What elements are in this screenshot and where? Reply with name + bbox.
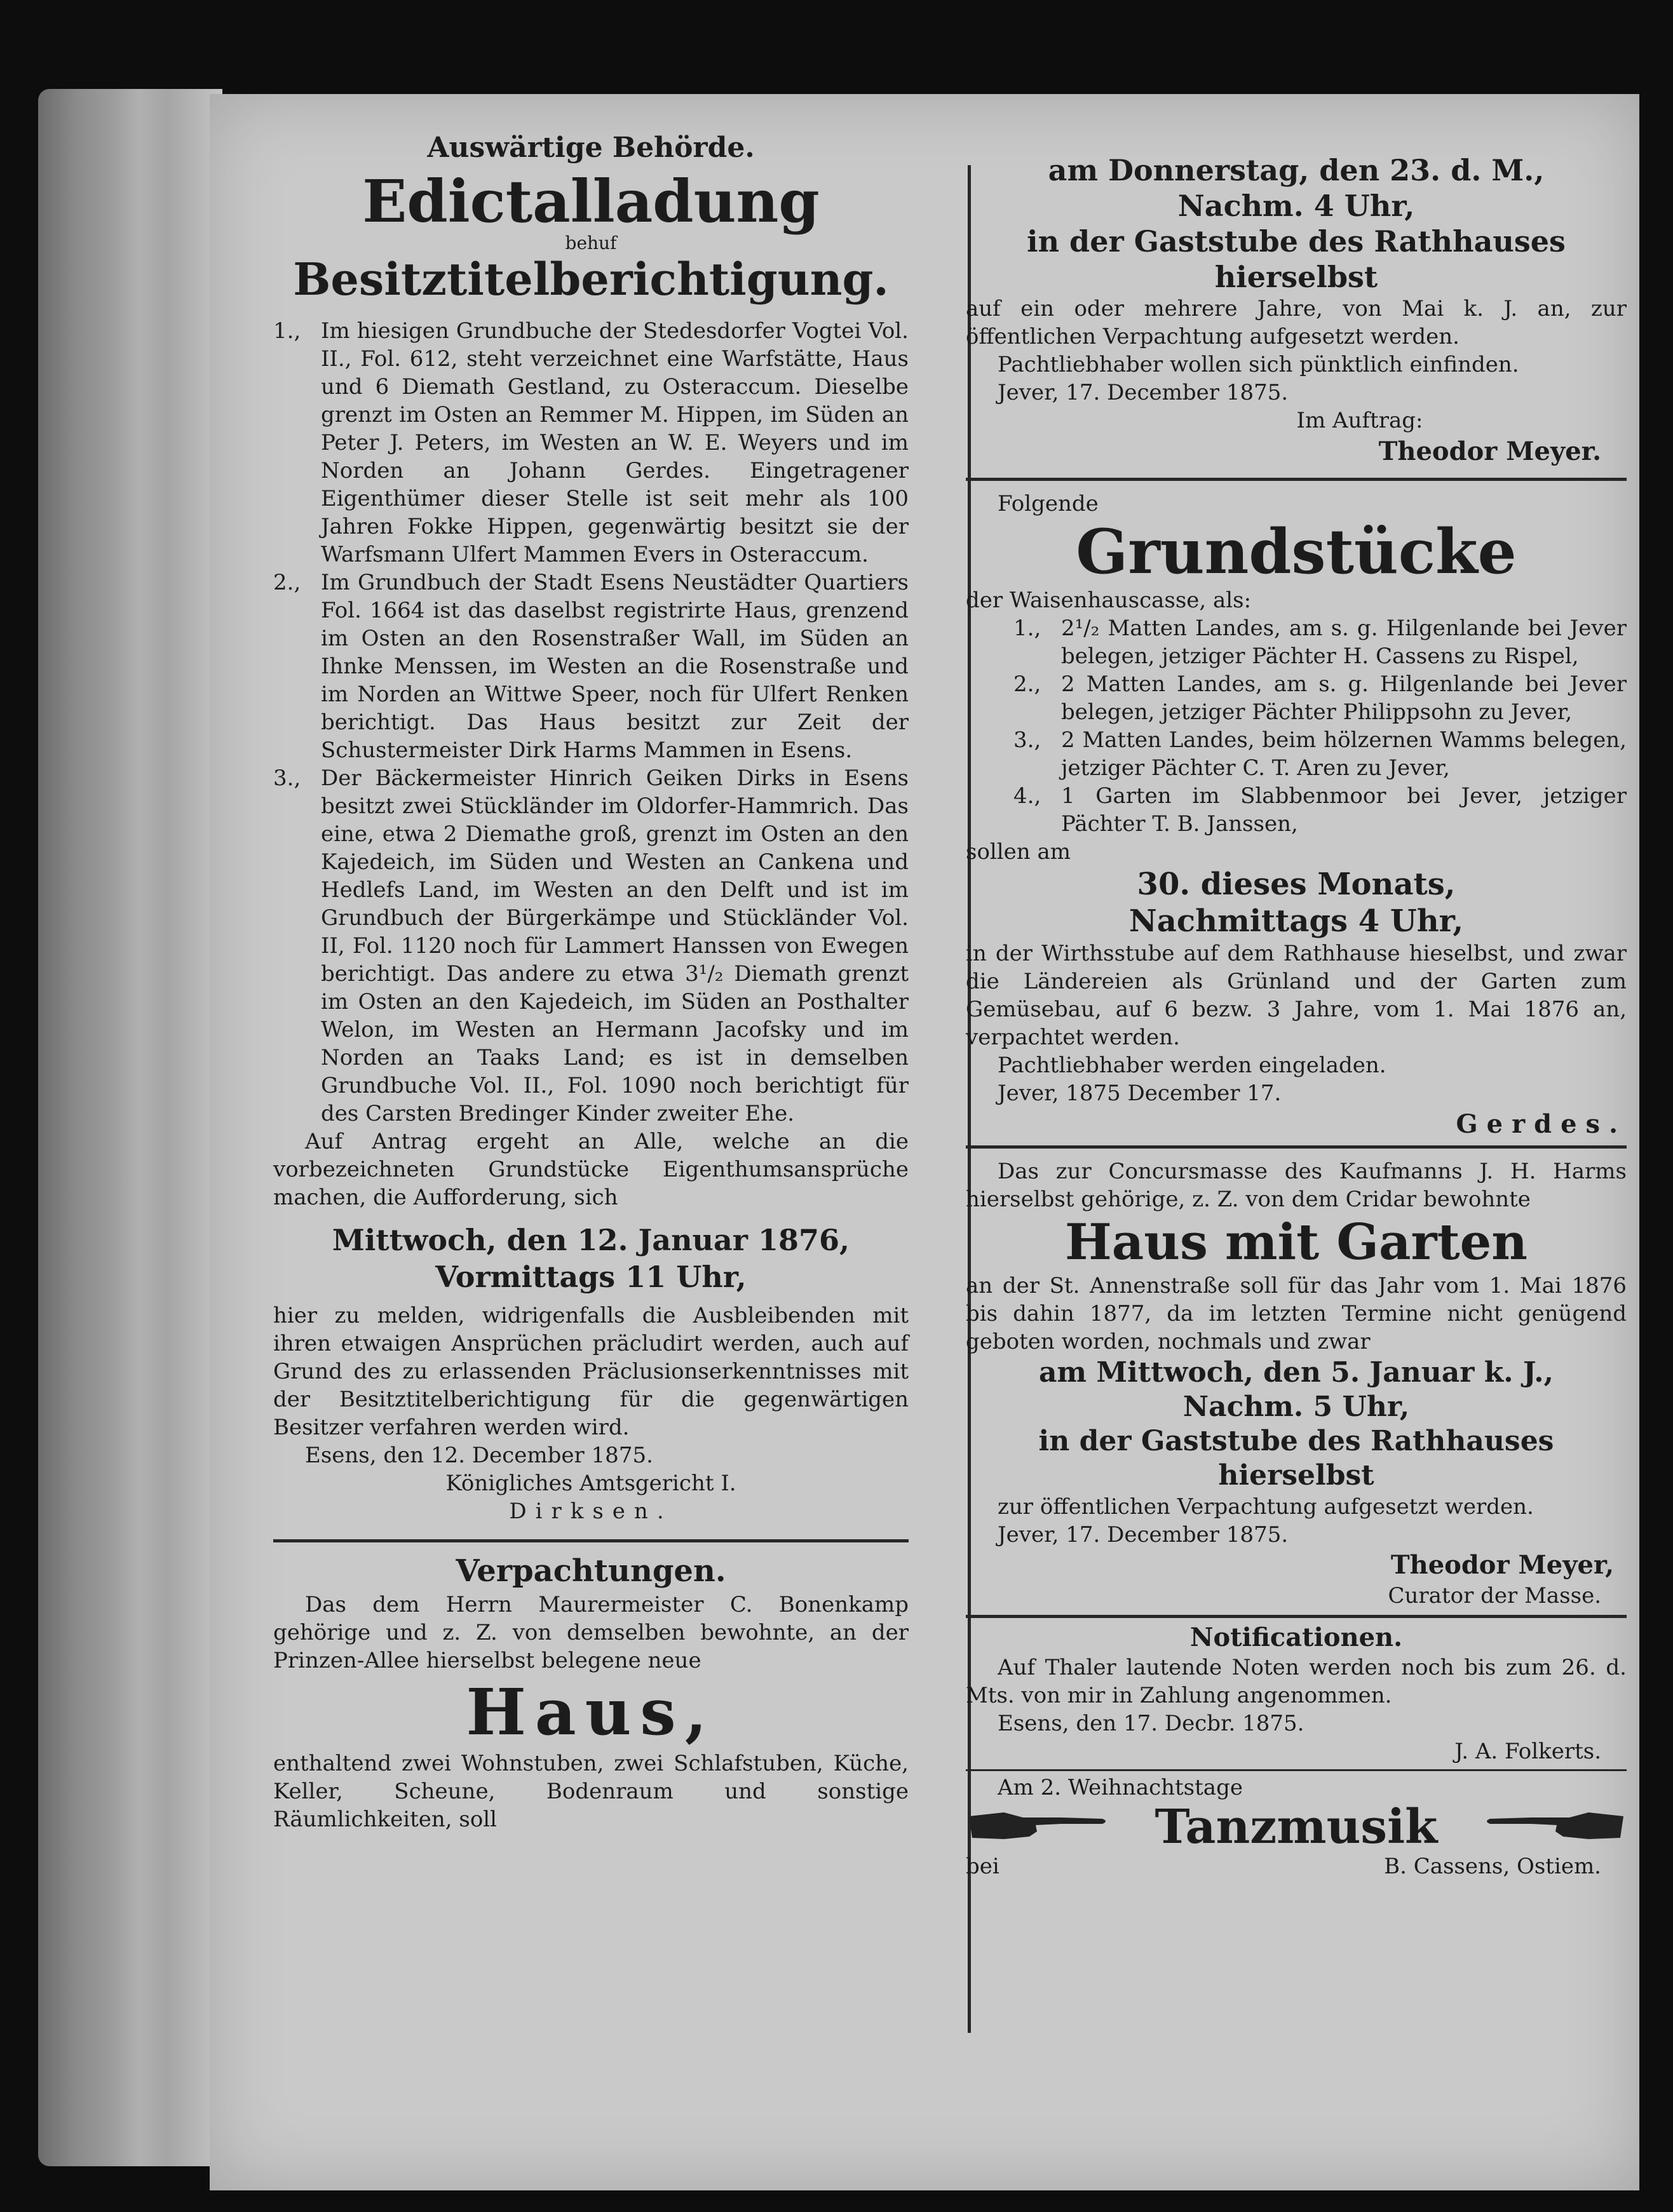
- item-number: 2.,: [273, 570, 301, 595]
- pointing-hand-left-icon: [1480, 1804, 1627, 1851]
- edict-court: Königliches Amtsgericht I.: [445, 1471, 736, 1496]
- item-number: 2.,: [1013, 671, 1041, 697]
- edict-item: [273, 569, 909, 764]
- house-role: Curator der Masse.: [1388, 1583, 1601, 1608]
- plot-item: [1013, 670, 1627, 726]
- item-text: 2¹/₂ Matten Landes, am s. g. Hilgenlande bei Jever belegen, jetziger Pächter H. Cassens zu Rispel,: [1061, 616, 1627, 669]
- plot-item: [1013, 614, 1627, 670]
- plots-time: Nachmittags 4 Uhr,: [1128, 903, 1464, 939]
- edict-behuf: behuf: [565, 233, 617, 253]
- dance-host: B. Cassens, Ostiem.: [1384, 1854, 1601, 1879]
- plots-owner: der Waisenhauscasse, als:: [966, 588, 1252, 613]
- auction-by-order: Im Auftrag:: [1296, 408, 1423, 433]
- auction-place-2: hierselbst: [1214, 260, 1378, 294]
- dance-host-row: [966, 1852, 1627, 1880]
- house-text-3: zur öffentlichen Verpachtung aufgesetzt werden.: [998, 1494, 1534, 1520]
- plots-title: Grundstücke: [1076, 516, 1517, 588]
- book-page-edges: [38, 89, 222, 2166]
- edict-signer: Dirksen.: [509, 1499, 673, 1524]
- item-text: 2 Matten Landes, beim hölzernen Wamms belegen, jetziger Pächter C. T. Aren zu Jever,: [1061, 727, 1627, 781]
- plots-place-date: Jever, 1875 December 17.: [998, 1081, 1282, 1106]
- notices-heading: Notificationen.: [1189, 1622, 1403, 1652]
- edict-place-date: Esens, den 12. December 1875.: [305, 1443, 653, 1468]
- edict-date: Mittwoch, den 12. Januar 1876,: [332, 1223, 850, 1257]
- item-text: Der Bäckermeister Hinrich Geiken Dirks in Esens besitzt zwei Stückländer im Oldorfer-Hammrich. Das eine, etwa 2 Diemathe groß, grenzt im Osten an den Kajedeich, im Süden und Westen an Cankena und Hedlefs Land, im Westen an den Delft und ist im Grundbuch der Bürgerkämpe und Stückländer Vol. II, Fol. 1120 noch für Lammert Hanssen von Ewegen berichtigt. Das andere zu etwa 3¹/₂ Diemath grenzt im Osten an den Kajedeich, im Süden an Posthalter Welon, im Westen an Hermann Jacofsky und im Norden an Taaks Land; es ist in demselben Grundbuche Vol. II., Fol. 1090 noch berichtigt für des Carsten Bredinger Kinder zweiter Ehe.: [321, 765, 909, 1126]
- item-text: 2 Matten Landes, am s. g. Hilgenlande bei Jever belegen, jetziger Pächter Philippsohn zu Jever,: [1061, 671, 1627, 725]
- item-text: Im Grundbuch der Stadt Esens Neustädter Quartiers Fol. 1664 ist das daselbst registrirte Haus, grenzend im Osten an den Rosenstraßer Wall, im Süden an Ihnke Menssen, im Westen an die Rosenstraße und im Norden an Wittwe Speer, noch für Ulfert Renken berichtigt. Das Haus besitzt zur Zeit der Schustermeister Dirk Harms Mammen in Esens.: [321, 570, 909, 763]
- house-text: Das zur Concursmasse des Kaufmanns J. H. Harms hierselbst gehörige, z. Z. von dem Cridar bewohnte: [966, 1159, 1627, 1212]
- plot-item: [1013, 726, 1627, 782]
- lease-details: enthaltend zwei Wohnstuben, zwei Schlafstuben, Küche, Keller, Scheune, Bodenraum und sonstige Räumlichkeiten, soll: [273, 1751, 909, 1832]
- item-text: Im hiesigen Grundbuche der Stedesdorfer Vogtei Vol. II., Fol. 612, steht verzeichnet eine Warfstätte, Haus und 6 Diemath Gestland, zu Osteraccum. Dieselbe grenzt im Osten an Remmer M. Hippen, im Süden an Peter J. Peters, im Westen an W. E. Weyers und im Norden an Johann Gerdes. Eingetragener Eigenthümer dieser Stelle ist seit mehr als 100 Jahren Fokke Hippen, gegenwärtig besitzt sie der Warfsmann Ulfert Mammen Evers in Osteraccum.: [321, 318, 909, 567]
- item-text: 1 Garten im Slabbenmoor bei Jever, jetziger Pächter T. B. Janssen,: [1061, 783, 1627, 837]
- item-number: 1.,: [1013, 616, 1041, 641]
- house-signer: Theodor Meyer,: [1390, 1550, 1614, 1580]
- dance-day: Am 2. Weihnachtstage: [998, 1775, 1243, 1800]
- auction-text: auf ein oder mehrere Jahre, von Mai k. J. an, zur öffentlichen Verpachtung aufgesetzt werden.: [966, 296, 1627, 349]
- section-divider: [966, 1769, 1627, 1771]
- dance-title-row: [966, 1802, 1627, 1852]
- edict-item: [273, 764, 909, 1128]
- left-column: [273, 130, 909, 1833]
- edict-item: [273, 317, 909, 569]
- plots-list: [966, 614, 1627, 838]
- dance-title: Tanzmusik: [1155, 1800, 1438, 1854]
- section-heading: Auswärtige Behörde.: [427, 132, 755, 164]
- house-time: Nachm. 5 Uhr,: [1182, 1391, 1410, 1423]
- edict-closing: hier zu melden, widrigenfalls die Ausbleibenden mit ihren etwaigen Ansprüchen präcludirt werden, auch auf Grund des zu erlassenden Präclusionserkenntnisses mit der Besitztitelberichtigung für die gegenwärtigen Besitzer verfahren werden wird.: [273, 1303, 909, 1440]
- house-place-2: hierselbst: [1218, 1459, 1374, 1492]
- house-text-2: an der St. Annenstraße soll für das Jahr vom 1. Mai 1876 bis dahin 1877, da im letzten Termine nicht genügend geboten worden, nochmals und zwar: [966, 1273, 1627, 1354]
- house-place: in der Gaststube des Rathhauses: [1038, 1425, 1554, 1457]
- auction-signer: Theodor Meyer.: [1378, 436, 1601, 466]
- item-number: 3.,: [1013, 727, 1041, 753]
- section-divider: [966, 1145, 1627, 1149]
- plots-signer: Gerdes.: [1456, 1109, 1627, 1139]
- house-date: am Mittwoch, den 5. Januar k. J.,: [1039, 1356, 1554, 1389]
- right-column: [966, 152, 1627, 1880]
- auction-note: Pachtliebhaber wollen sich pünktlich einfinden.: [998, 352, 1519, 377]
- house-place-date: Jever, 17. December 1875.: [998, 1522, 1289, 1548]
- edict-time: Vormittags 11 Uhr,: [435, 1260, 747, 1294]
- pointing-hand-right-icon: [966, 1804, 1112, 1851]
- section-divider: [966, 1615, 1627, 1618]
- plots-date: 30. dieses Monats,: [1137, 867, 1456, 902]
- dance-bei: bei: [966, 1854, 999, 1879]
- lease-text: Das dem Herrn Maurermeister C. Bonenkamp gehörige und z. Z. von demselben bewohnte, an der Prinzen-Allee hierselbst belegene neue: [273, 1592, 909, 1673]
- item-number: 3.,: [273, 765, 301, 791]
- section-divider: [273, 1539, 909, 1542]
- lease-heading: Verpachtungen.: [456, 1553, 726, 1589]
- section-divider: [966, 478, 1627, 481]
- edict-title: Edictalladung: [362, 167, 820, 236]
- plots-text: in der Wirthsstube auf dem Rathhause hieselbst, und zwar die Ländereien als Grünland und der Garten zum Gemüsebau, auf 6 bezw. 3 Jahre, vom 1. Mai 1876 an, verpachtet werden.: [966, 941, 1627, 1050]
- edict-subtitle: Besitztitelberichtigung.: [293, 253, 889, 306]
- plots-should: sollen am: [966, 839, 1071, 865]
- house-title: Haus mit Garten: [1065, 1213, 1527, 1271]
- auction-place: in der Gaststube des Rathhauses: [1027, 224, 1566, 259]
- notices-text: Auf Thaler lautende Noten werden noch bis zum 26. d. Mts. von mir in Zahlung angenommen.: [966, 1655, 1627, 1708]
- notices-place-date: Esens, den 17. Decbr. 1875.: [998, 1711, 1304, 1736]
- auction-date: am Donnerstag, den 23. d. M.,: [1048, 153, 1545, 187]
- lease-title: Haus,: [466, 1675, 716, 1750]
- plots-intro: Folgende: [998, 491, 1099, 516]
- notices-signer: J. A. Folkerts.: [1454, 1739, 1601, 1764]
- item-number: 4.,: [1013, 783, 1041, 809]
- plot-item: [1013, 782, 1627, 838]
- auction-time: Nachm. 4 Uhr,: [1177, 189, 1415, 223]
- plots-note: Pachtliebhaber werden eingeladen.: [998, 1053, 1386, 1078]
- item-number: 1.,: [273, 318, 301, 344]
- edict-request: Auf Antrag ergeht an Alle, welche an die vorbezeichneten Grundstücke Eigenthumsansprüche machen, die Aufforderung, sich: [273, 1129, 909, 1210]
- auction-place-date: Jever, 17. December 1875.: [998, 380, 1289, 405]
